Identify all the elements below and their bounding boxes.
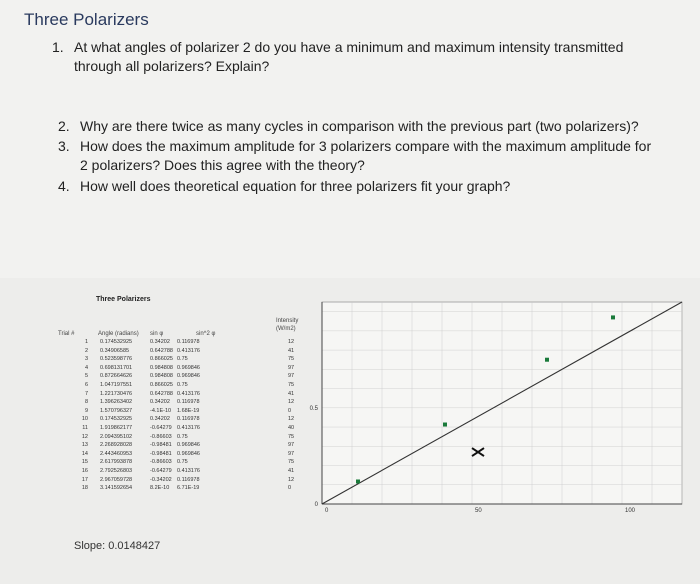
angle-cell: 1.570796327 bbox=[100, 407, 133, 414]
sin-cell: 0.866025 bbox=[150, 382, 173, 388]
sin2-cell: 0.116978 bbox=[177, 416, 200, 423]
intensity-cell: 97 bbox=[288, 364, 295, 371]
intensity-cell: 97 bbox=[288, 373, 295, 380]
trial-cell: 3 bbox=[84, 356, 88, 363]
angle-cell: 1.396263402 bbox=[100, 399, 133, 406]
sin-cell: -0.86603 bbox=[150, 459, 172, 466]
x-tick-label: 50 bbox=[475, 508, 482, 514]
sin2-cell: 0.413176 bbox=[177, 347, 200, 354]
intensity-cell: 12 bbox=[288, 399, 295, 406]
intensity-cell: 41 bbox=[288, 390, 295, 397]
sin2-cell: 0.413176 bbox=[177, 468, 200, 474]
intensity-cell: 0 bbox=[288, 485, 292, 492]
slope-label: Slope: 0.0148427 bbox=[74, 540, 161, 552]
y-tick-label: 0 bbox=[314, 502, 318, 508]
angle-cell: 0.872664626 bbox=[100, 373, 133, 380]
trial-cell: 7 bbox=[84, 390, 88, 397]
angle-cell: 0.34906585 bbox=[100, 347, 130, 354]
intensity-cell: 75 bbox=[288, 356, 295, 363]
angle-cell: 2.094395102 bbox=[100, 433, 133, 440]
angle-cell: 2.967059728 bbox=[100, 476, 133, 483]
data-point bbox=[545, 358, 549, 362]
trial-cell: 4 bbox=[84, 364, 88, 371]
sin-cell: 0.34202 bbox=[150, 339, 170, 345]
trial-cell: 18 bbox=[81, 485, 88, 492]
sin2-cell: 0.116978 bbox=[177, 476, 200, 483]
sin2-cell: 0.969846 bbox=[177, 442, 200, 449]
sin-cell: 0.984808 bbox=[150, 373, 173, 380]
intensity-cell: 41 bbox=[288, 468, 295, 474]
spreadsheet-title: Three Polarizers bbox=[96, 296, 151, 303]
x-tick-label: 100 bbox=[625, 508, 636, 514]
angle-cell: 2.268928028 bbox=[100, 442, 133, 449]
intensity-cell: 12 bbox=[288, 416, 295, 423]
header-intensity-unit: (W/m2) bbox=[276, 326, 296, 332]
header-sin2: sin^2 φ bbox=[196, 331, 216, 337]
scatter-chart bbox=[300, 296, 690, 532]
sin2-cell: 0.413176 bbox=[177, 425, 200, 431]
angle-cell: 0.174532925 bbox=[100, 416, 133, 423]
angle-cell: 2.443460953 bbox=[100, 450, 133, 457]
trial-cell: 15 bbox=[81, 459, 88, 466]
trial-cell: 14 bbox=[81, 450, 88, 457]
header-sin: sin φ bbox=[150, 331, 164, 337]
sin-cell: -0.64279 bbox=[150, 468, 172, 474]
y-tick-label: 0.5 bbox=[309, 405, 318, 412]
intensity-cell: 75 bbox=[288, 433, 295, 440]
sin-cell: -0.98481 bbox=[150, 442, 172, 449]
trial-cell: 10 bbox=[81, 416, 88, 423]
sin-cell: -4.1E-10 bbox=[150, 407, 172, 414]
angle-cell: 0.698131701 bbox=[100, 364, 133, 371]
data-point bbox=[443, 423, 447, 427]
sin2-cell: 0.75 bbox=[177, 382, 188, 388]
trial-cell: 13 bbox=[81, 442, 88, 449]
trial-cell: 17 bbox=[81, 476, 88, 483]
document-title: Three Polarizers bbox=[24, 10, 149, 29]
sin-cell: -0.34202 bbox=[150, 476, 172, 483]
sin2-cell: 0.75 bbox=[177, 459, 188, 466]
trial-cell: 12 bbox=[81, 433, 88, 440]
trial-cell: 1 bbox=[84, 339, 88, 345]
intensity-cell: 12 bbox=[288, 476, 295, 483]
sin-cell: 8.2E-10 bbox=[150, 485, 170, 492]
data-point bbox=[611, 315, 615, 319]
question-4: 4. How well does theoretical equation for three polarizers fit your graph? bbox=[58, 178, 511, 194]
sin2-cell: 0.969846 bbox=[177, 450, 200, 457]
x-tick-label: 0 bbox=[325, 508, 329, 514]
angle-cell: 1.919862177 bbox=[100, 425, 133, 431]
trial-cell: 11 bbox=[82, 425, 88, 431]
question-1: 1. At what angles of polarizer 2 do you have a minimum and maximum intensity transmitted through all polarizers? Explain? bbox=[52, 39, 624, 74]
header-angle: Angle (radians) bbox=[98, 331, 139, 337]
intensity-cell: 0 bbox=[288, 407, 292, 414]
trial-cell: 6 bbox=[84, 382, 88, 388]
sin-cell: 0.984808 bbox=[150, 364, 173, 371]
angle-cell: 0.523598776 bbox=[100, 356, 133, 363]
sin-cell: 0.34202 bbox=[150, 416, 170, 423]
sin2-cell: 0.116978 bbox=[177, 399, 200, 406]
sin2-cell: 0.75 bbox=[177, 356, 188, 363]
sin-cell: 0.642788 bbox=[150, 347, 173, 354]
sin2-cell: 0.969846 bbox=[177, 364, 200, 371]
sin2-cell: 0.75 bbox=[177, 433, 188, 440]
header-intensity: Intensity bbox=[276, 318, 299, 324]
angle-cell: 3.141592654 bbox=[100, 485, 133, 492]
sin2-cell: 6.71E-19 bbox=[177, 485, 200, 492]
angle-cell: 1.047197551 bbox=[100, 382, 133, 388]
angle-cell: 1.221730476 bbox=[100, 390, 133, 397]
angle-cell: 0.174532925 bbox=[100, 339, 133, 345]
sin-cell: -0.64279 bbox=[150, 425, 172, 431]
sin-cell: 0.642788 bbox=[150, 390, 173, 397]
trial-cell: 5 bbox=[84, 373, 88, 380]
sin2-cell: 0.413176 bbox=[177, 390, 200, 397]
trial-cell: 2 bbox=[84, 347, 88, 354]
intensity-cell: 75 bbox=[288, 382, 295, 388]
sin2-cell: 0.116978 bbox=[177, 339, 200, 345]
intensity-cell: 40 bbox=[288, 425, 295, 431]
sin-cell: 0.34202 bbox=[150, 399, 170, 406]
intensity-cell: 12 bbox=[288, 339, 295, 345]
intensity-cell: 41 bbox=[288, 347, 295, 354]
data-point bbox=[356, 479, 360, 483]
chart-svg bbox=[300, 296, 690, 532]
intensity-cell: 97 bbox=[288, 442, 295, 449]
sin-cell: -0.86603 bbox=[150, 433, 172, 440]
header-trial: Trial # bbox=[58, 331, 75, 337]
sin-cell: -0.98481 bbox=[150, 450, 172, 457]
angle-cell: 2.617993878 bbox=[100, 459, 133, 466]
trial-cell: 16 bbox=[81, 468, 88, 474]
intensity-cell: 75 bbox=[288, 459, 295, 466]
trial-cell: 9 bbox=[84, 407, 88, 414]
sin2-cell: 1.68E-19 bbox=[177, 407, 200, 414]
sin2-cell: 0.969846 bbox=[177, 373, 200, 380]
intensity-cell: 97 bbox=[288, 450, 295, 457]
question-2: 2. Why are there twice as many cycles in comparison with the previous part (two polarizers)? bbox=[58, 118, 639, 134]
trial-cell: 8 bbox=[84, 399, 88, 406]
angle-cell: 2.792526803 bbox=[100, 468, 133, 474]
sin-cell: 0.866025 bbox=[150, 356, 173, 363]
question-3: 3. How does the maximum amplitude for 3 polarizers compare with the maximum amplitude for 2 polarizers? Does this agree with the theory? bbox=[58, 138, 652, 173]
